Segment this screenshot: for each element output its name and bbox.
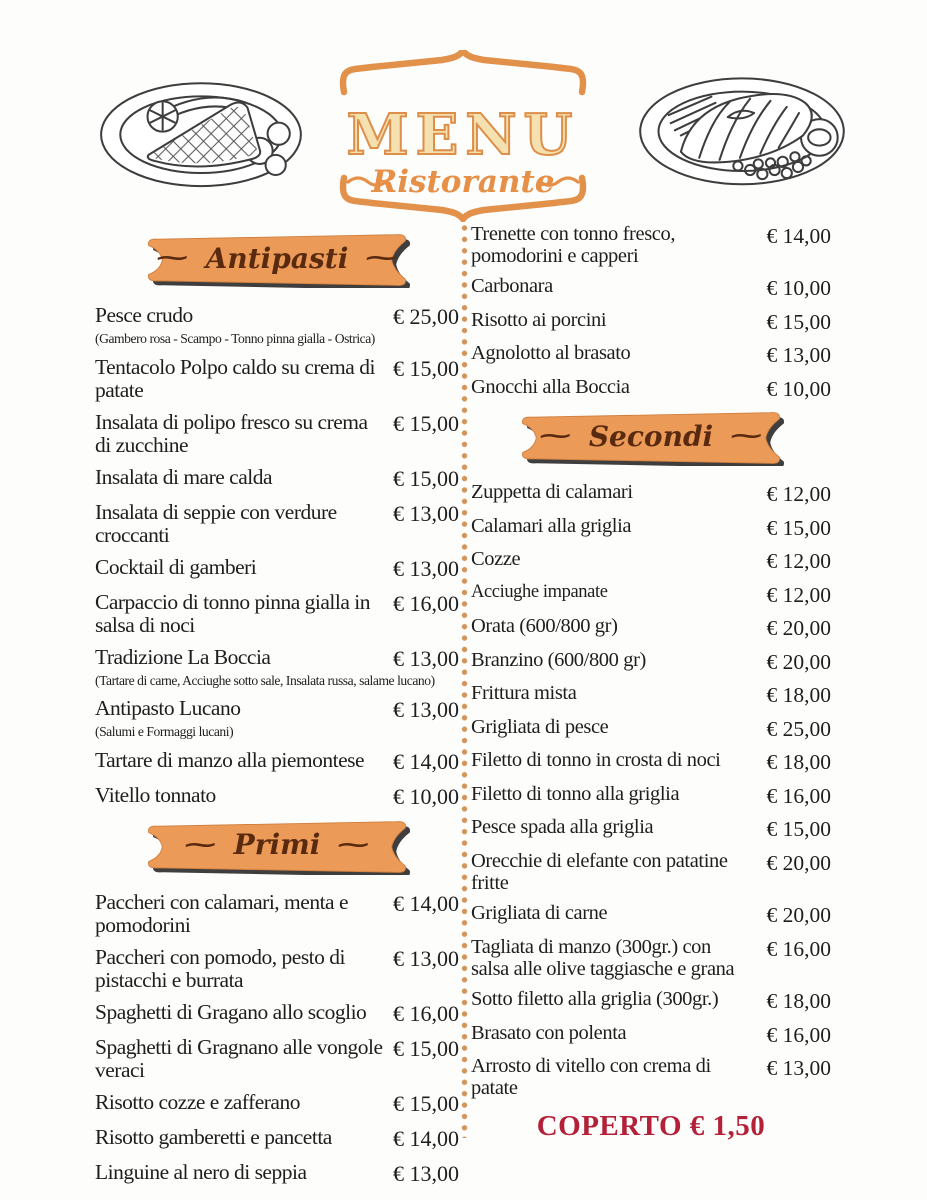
menu-item-row (95, 591, 459, 637)
item-name: Calamari alla griglia (471, 514, 632, 537)
section-banner (504, 410, 798, 466)
item-name: Risotto ai porcini (471, 308, 607, 331)
item-price: € 13,00 (393, 500, 459, 526)
menu-item-row (471, 717, 831, 742)
item-name: Risotto cozze e zafferano (95, 1089, 300, 1114)
item-note: (Gambero rosa - Scampo - Tonno pinna gialla - Ostrica) (95, 331, 375, 346)
menu-item-row (471, 817, 831, 842)
item-price: € 20,00 (766, 903, 831, 928)
menu-item-row (95, 501, 459, 547)
item-name: Frittura mista (471, 682, 577, 705)
menu-item-row (471, 989, 831, 1014)
menu-item-row (471, 683, 831, 708)
menu-item-row (95, 749, 459, 775)
salmon-plate-drawing (630, 56, 854, 199)
item-name: Pesce spada alla griglia (471, 816, 654, 839)
item-price: € 15,00 (393, 1035, 459, 1061)
item-name: Carpaccio di tonno pinna gialla in salsa di noci (95, 589, 370, 637)
item-name: Tartare di manzo alla piemontese (95, 747, 365, 772)
item-price: € 18,00 (766, 750, 831, 775)
menu-item-row (471, 750, 831, 775)
tilde-ornament: ~ (536, 423, 575, 450)
tilde-ornament: ~ (153, 245, 192, 271)
item-price: € 18,00 (766, 683, 831, 708)
item-price: € 14,00 (393, 1125, 459, 1151)
menu-sign-frame (336, 50, 590, 222)
item-name: Tradizione La Boccia (95, 644, 271, 669)
item-price: € 15,00 (393, 465, 459, 491)
item-name: Paccheri con pomodo, pesto di pistacchi e burrata (95, 944, 346, 992)
item-price: € 13,00 (766, 1056, 831, 1081)
item-name: Cocktail di gamberi (95, 554, 257, 579)
item-name: Sotto filetto alla griglia (300gr.) (471, 988, 719, 1011)
item-name: Trenette con tonno fresco, pomodorini e capperi (471, 223, 676, 267)
item-name: Grigliata di pesce (471, 715, 609, 738)
tilde-ornament: ~ (362, 245, 401, 271)
item-price: € 10,00 (766, 276, 831, 301)
tilde-ornament: ~ (181, 831, 220, 858)
item-name: Insalata di seppie con verdure croccanti (95, 499, 337, 547)
item-price: € 15,00 (393, 410, 459, 436)
column-right (471, 224, 831, 1143)
menu-item-row (471, 377, 831, 402)
menu-item-row (95, 697, 459, 740)
item-price: € 16,00 (766, 936, 831, 961)
item-price: € 13,00 (393, 945, 459, 971)
item-name: Vitello tonnato (95, 782, 216, 807)
menu-item-row (471, 310, 831, 335)
item-name: Insalata di mare calda (95, 464, 273, 489)
item-name: Insalata di polipo fresco su crema di zucchine (95, 409, 368, 457)
menu-item-row (471, 583, 831, 608)
menu-item-row (471, 343, 831, 368)
item-note: (Salumi e Formaggi lucani) (95, 724, 234, 740)
menu-item-row (95, 356, 459, 402)
item-name: Paccheri con calamari, menta e pomodorini (95, 889, 349, 937)
menu-item-row (95, 466, 459, 492)
item-name: Agnolotto al brasato (471, 342, 631, 365)
menu-item-row (471, 276, 831, 301)
menu-item-row (471, 516, 831, 541)
menu-item-row (471, 549, 831, 574)
item-price: € 14,00 (393, 748, 459, 774)
item-name: Linguine al nero di seppia (95, 1159, 307, 1184)
item-price: € 13,00 (393, 697, 459, 723)
item-price: € 13,00 (393, 645, 459, 671)
salmon-plate-illustration (630, 56, 854, 202)
menu-item-row (95, 304, 459, 347)
item-name: Filetto di tonno in crosta di noci (471, 749, 721, 772)
item-name: Pesce crudo (95, 303, 193, 327)
menu-item-row (95, 1091, 459, 1117)
item-price: € 14,00 (393, 890, 459, 916)
item-name: Acciughe impanate (471, 581, 608, 602)
item-price: € 12,00 (766, 549, 831, 574)
item-price: € 13,00 (393, 555, 459, 581)
menu-item-row (471, 616, 831, 641)
banner-label: Secondi (588, 419, 714, 453)
menu-title: MENU (346, 102, 580, 168)
item-name: Tagliata di manzo (300gr.) con salsa alle olive taggiasche e grana (471, 935, 735, 980)
banner-label: Primi (233, 828, 321, 862)
menu-subtitle: Ristorante (371, 164, 555, 200)
item-name: Risotto gamberetti e pancetta (95, 1124, 332, 1149)
item-price: € 15,00 (393, 355, 459, 381)
menu-item-row (471, 937, 831, 981)
item-name: Antipasto Lucano (95, 696, 241, 721)
item-price: € 12,00 (766, 582, 831, 607)
item-name: Zuppetta di calamari (471, 481, 633, 504)
menu-item-row (95, 1036, 459, 1082)
item-price: € 18,00 (766, 989, 831, 1014)
dotted-column-divider (461, 224, 468, 1138)
item-price: € 15,00 (766, 817, 831, 842)
menu-item-row (471, 784, 831, 809)
menu-item-row (95, 646, 459, 689)
banner-label: Antipasti (205, 241, 349, 275)
item-price: € 25,00 (766, 716, 831, 741)
item-name: Cozze (471, 548, 521, 571)
menu-item-row (471, 1023, 831, 1048)
item-name: Filetto di tonno alla griglia (471, 782, 680, 805)
menu-item-row (471, 482, 831, 507)
item-name: Arrosto di vitello con crema di patate (471, 1055, 711, 1099)
item-name: Spaghetti di Gragnano alle vongole veraci (95, 1034, 383, 1082)
banner-text (130, 232, 424, 284)
item-name: Grigliata di carne (471, 902, 608, 925)
menu-item-row (95, 1001, 459, 1027)
menu-item-row (471, 1056, 831, 1100)
menu-item-row (95, 556, 459, 582)
item-price: € 20,00 (766, 649, 831, 674)
banner-text (504, 410, 798, 462)
item-note: (Tartare di carne, Acciughe sotto sale, Insalata russa, salame lucano) (95, 672, 435, 688)
item-price: € 13,00 (393, 1160, 459, 1186)
menu-item-row (95, 891, 459, 937)
item-name: Tentacolo Polpo caldo su crema di patate (95, 354, 375, 402)
item-price: € 16,00 (766, 1022, 831, 1047)
coperto-notice: COPERTO € 1,50 (536, 1109, 766, 1142)
item-price: € 20,00 (766, 616, 831, 641)
item-name: Carbonara (471, 275, 553, 298)
menu-item-row (95, 946, 459, 992)
tilde-ornament: ~ (334, 831, 373, 858)
item-price: € 16,00 (393, 590, 459, 616)
menu-item-row (471, 650, 831, 675)
item-price: € 10,00 (766, 376, 831, 401)
grilled-fish-plate-drawing (90, 58, 312, 199)
menu-item-row (95, 1126, 459, 1152)
item-name: Orecchie di elefante con patatine fritte (471, 849, 728, 894)
item-price: € 25,00 (393, 304, 459, 329)
grilled-fish-plate-illustration (90, 58, 312, 200)
tilde-ornament: ~ (727, 423, 766, 450)
menu-item-row (471, 851, 831, 895)
item-price: € 13,00 (766, 343, 831, 368)
item-name: Spaghetti di Gragano allo scoglio (95, 999, 367, 1024)
item-price: € 10,00 (393, 783, 459, 809)
item-name: Orata (600/800 gr) (471, 615, 618, 638)
column-left (95, 230, 459, 1196)
item-price: € 20,00 (766, 850, 831, 875)
menu-item-row (95, 1161, 459, 1187)
menu-item-row (95, 784, 459, 810)
item-price: € 16,00 (766, 783, 831, 808)
top-bracket-ornament (343, 51, 583, 92)
menu-item-row (471, 903, 831, 928)
section-banner (130, 819, 424, 875)
item-name: Branzino (600/800 gr) (471, 648, 646, 671)
menu-item-row (471, 224, 831, 268)
banner-text (130, 819, 424, 871)
item-name: Gnocchi alla Boccia (471, 375, 630, 398)
item-price: € 14,00 (766, 224, 831, 248)
item-price: € 15,00 (766, 515, 831, 540)
item-price: € 15,00 (766, 309, 831, 334)
item-price: € 12,00 (766, 482, 831, 507)
section-banner (130, 232, 424, 288)
item-name: Brasato con polenta (471, 1021, 627, 1044)
item-price: € 16,00 (393, 1000, 459, 1026)
item-price: € 15,00 (393, 1090, 459, 1116)
menu-sign (336, 50, 590, 222)
menu-item-row (95, 411, 459, 457)
